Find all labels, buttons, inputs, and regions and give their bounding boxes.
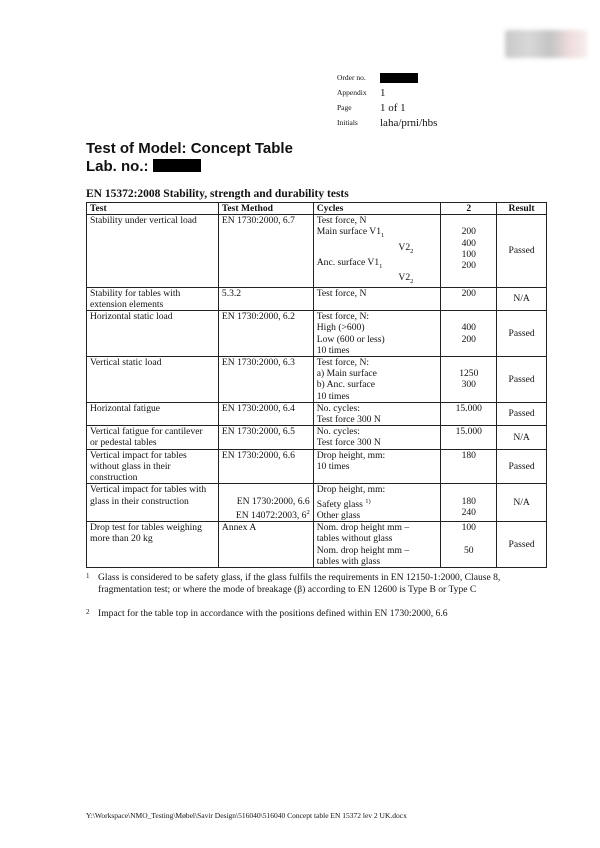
value-line: 400: [461, 322, 476, 334]
test-method: EN 1730:2000, 6.6: [221, 449, 295, 461]
cycles-line: tables with glass: [316, 555, 381, 567]
cycles-line: Low (600 or less): [316, 333, 385, 345]
lab-number-redaction: [153, 159, 201, 172]
result-cell: N/A: [497, 426, 547, 449]
cycles-cell: [313, 522, 441, 568]
test-method: EN 1730:2000, 6.4: [221, 402, 295, 414]
page-label: Page: [337, 103, 352, 112]
table-header-row: [87, 203, 547, 215]
test-cell: [87, 484, 219, 522]
test-cell: [87, 311, 219, 357]
cycles-line: b) Anc. surface: [316, 379, 376, 391]
result-cell: N/A: [497, 484, 547, 522]
order-label: Order no.: [337, 73, 366, 82]
col-header-cycles: Cycles: [313, 203, 441, 215]
cycles-line: Test force, N: [316, 215, 367, 227]
test-name: more than 20 kg: [90, 533, 153, 545]
lab-number-line: [86, 158, 293, 176]
test-name: Vertical impact for tables with: [90, 484, 207, 496]
footnote-marker: 1: [86, 572, 90, 580]
value-line: [444, 357, 493, 368]
result-cell: N/A: [497, 287, 547, 310]
test-name: Stability under vertical load: [90, 215, 197, 227]
method-cell: [218, 311, 313, 357]
value-line: 15.000: [455, 402, 482, 414]
test-cell: [87, 215, 219, 288]
value-line: 180: [461, 495, 476, 507]
value-line: [444, 311, 493, 322]
col-header-method: Test Method: [218, 203, 313, 215]
cycles-line: High (>600): [316, 322, 365, 334]
result-cell: Passed: [497, 215, 547, 288]
value-cell: [441, 522, 497, 568]
value-cell: [441, 215, 497, 288]
table-row: [87, 357, 547, 403]
initials-label: Initials: [337, 118, 358, 127]
value-line: 100: [461, 522, 476, 534]
initials-value: laha/prni/hbs: [380, 116, 438, 129]
cycles-line: Test force 300 N: [316, 437, 381, 449]
appendix-label: Appendix: [337, 88, 367, 97]
method-cell: [218, 357, 313, 403]
cycles-line: Test force, N:: [316, 311, 370, 323]
table-row: [87, 522, 547, 568]
cycles-line: No. cycles:: [316, 426, 360, 438]
footnote-text: Impact for the table top in accordance with the positions defined within EN 1730:2000, 6.6: [98, 608, 448, 619]
test-method: 5.3.2: [221, 287, 242, 299]
test-cell: [87, 357, 219, 403]
cycles-cell: [313, 287, 441, 310]
test-name: construction: [90, 472, 138, 484]
value-line: [444, 215, 493, 226]
method-cell: [218, 287, 313, 310]
method-cell: [218, 449, 313, 484]
cycles-line: Drop height, mm:: [316, 484, 386, 496]
company-logo: [505, 30, 587, 58]
value-line: 200: [461, 226, 476, 238]
test-name: Horizontal fatigue: [90, 402, 161, 414]
table-row: [87, 449, 547, 484]
cycles-line: Test force 300 N: [316, 414, 381, 426]
test-cell: [87, 426, 219, 449]
cycles-line: a) Main surface: [316, 368, 377, 380]
cycles-cell: [313, 311, 441, 357]
result-cell: Passed: [497, 449, 547, 484]
test-cell: [87, 287, 219, 310]
cycles-cell: [313, 402, 441, 425]
value-line: 240: [461, 506, 476, 518]
test-method: EN 1730:2000, 6.7: [221, 215, 295, 227]
method-cell: [218, 215, 313, 288]
test-name: Vertical impact for tables: [90, 449, 187, 461]
value-line: [444, 533, 493, 544]
cycles-line: Test force, N: [316, 287, 367, 299]
value-line: 15.000: [455, 426, 482, 438]
cycles-line: $V2_2$: [398, 271, 414, 285]
page-title-block: [86, 140, 293, 176]
table-row: [87, 311, 547, 357]
test-method: EN 1730:2000, 6.5: [221, 426, 295, 438]
cycles-line: Anc. surface $V1_1$: [316, 256, 383, 270]
cycles-line: Nom. drop height mm –: [316, 544, 410, 556]
test-name: Stability for tables with: [90, 287, 181, 299]
order-row: [337, 70, 437, 85]
value-line: 50: [463, 544, 474, 556]
test-results-table: [86, 202, 547, 568]
cycles-line: tables without glass: [316, 533, 393, 545]
method-line: EN 1730:2000, 6.6: [236, 495, 310, 507]
method-cell: [218, 522, 313, 568]
test-name: Drop test for tables weighing: [90, 522, 202, 534]
cycles-line: $V2_2$: [398, 241, 414, 255]
footnote: [86, 608, 556, 620]
value-cell: [441, 357, 497, 403]
col-header-result: Result: [497, 203, 547, 215]
test-method: EN 1730:2000, 6.3: [221, 357, 295, 369]
cycles-line: Drop height, mm:: [316, 449, 386, 461]
method-line: [222, 484, 310, 495]
test-name: Vertical static load: [90, 357, 162, 369]
result-cell: Passed: [497, 357, 547, 403]
test-cell: [87, 449, 219, 484]
cycles-line: Safety glass $^{1)}$: [316, 497, 371, 510]
test-cell: [87, 402, 219, 425]
footnotes: [86, 572, 556, 632]
method-cell: [218, 402, 313, 425]
table-row: [87, 426, 547, 449]
test-name: Horizontal static load: [90, 311, 173, 323]
footnote-marker: 2: [86, 608, 90, 616]
footnote: [86, 572, 556, 596]
document-meta: [337, 70, 437, 130]
value-cell: [441, 402, 497, 425]
test-name: Vertical fatigue for cantilever: [90, 426, 203, 438]
value-cell: [441, 311, 497, 357]
test-name: without glass in their: [90, 460, 171, 472]
cycles-line: 10 times: [316, 460, 350, 472]
cycles-line: 10 times: [316, 344, 350, 356]
cycles-line: Main surface $V1_1$: [316, 226, 385, 240]
table-row: [87, 215, 547, 288]
value-cell: [441, 287, 497, 310]
test-name: extension elements: [90, 299, 164, 311]
value-line: 1250: [459, 368, 479, 380]
value-line: 200: [461, 333, 476, 345]
cycles-line: 10 times: [316, 390, 350, 402]
page-row: [337, 100, 437, 115]
cycles-line: Nom. drop height mm –: [316, 522, 410, 534]
value-line: 100: [461, 248, 476, 260]
cycles-cell: [313, 215, 441, 288]
value-line: 400: [461, 237, 476, 249]
initials-row: [337, 115, 437, 130]
value-line: 180: [461, 449, 476, 461]
col-header-test: Test: [87, 203, 219, 215]
cycles-cell: [313, 484, 441, 522]
cycles-cell: [313, 357, 441, 403]
section-title: EN 15372:2008 Stability, strength and durability tests: [86, 188, 349, 200]
test-name: or pedestal tables: [90, 437, 157, 449]
order-redaction: [380, 73, 418, 83]
cycles-line: No. cycles:: [316, 402, 360, 414]
value-cell: [441, 426, 497, 449]
test-method: EN 1730:2000, 6.2: [221, 311, 295, 323]
test-cell: [87, 522, 219, 568]
method-line: EN 14072:2003, $6^2$: [235, 508, 310, 521]
file-path-footer: Y:\Workspace\NMO_Testing\Møbel\Savir Design\516040\516040 Concept table EN 15372 lev 2 UK.docx: [86, 811, 407, 820]
cycles-line: Other glass: [316, 509, 361, 521]
appendix-row: [337, 85, 437, 100]
value-line: [444, 484, 493, 495]
test-name: glass in their construction: [90, 495, 189, 507]
page-value: 1 of 1: [380, 101, 406, 114]
result-cell: Passed: [497, 402, 547, 425]
result-cell: Passed: [497, 311, 547, 357]
table-row: [87, 484, 547, 522]
col-header-2: 2: [441, 203, 497, 215]
footnote-text: Glass is considered to be safety glass, if the glass fulfils the requirements in EN 12150-1:2000, Clause 8, fragmentation test; or where the mode of breakage (β) according to EN 12600 is Type B or Type C: [98, 572, 501, 595]
value-line: 200: [461, 287, 476, 299]
cycles-line: Test force, N:: [316, 357, 370, 369]
lab-label: Lab. no.:: [86, 158, 149, 175]
page-title: Test of Model: Concept Table: [86, 140, 293, 157]
table-row: [87, 402, 547, 425]
value-line: 200: [461, 260, 476, 272]
method-cell: [218, 484, 313, 522]
cycles-cell: [313, 426, 441, 449]
appendix-value: 1: [380, 86, 386, 99]
value-cell: [441, 484, 497, 522]
cycles-cell: [313, 449, 441, 484]
result-cell: Passed: [497, 522, 547, 568]
test-method: Annex A: [221, 522, 257, 534]
value-cell: [441, 449, 497, 484]
method-cell: [218, 426, 313, 449]
table-row: [87, 287, 547, 310]
value-line: 300: [461, 379, 476, 391]
